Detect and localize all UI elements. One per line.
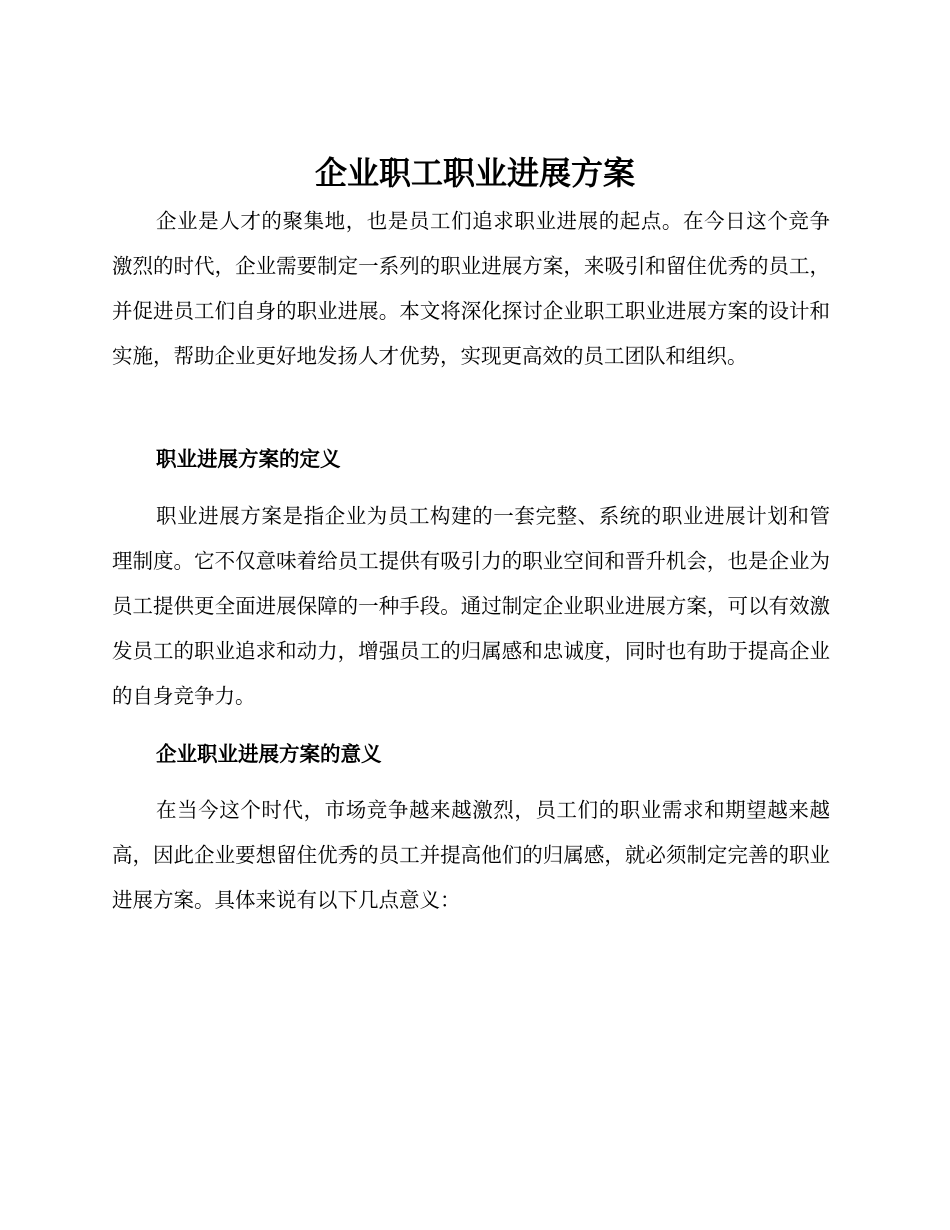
section-heading-definition: 职业进展方案的定义 — [156, 447, 341, 471]
definition-paragraph: 职业进展方案是指企业为员工构建的一套完整、系统的职业进展计划和管理制度。它不仅意味着给员工提供有吸引力的职业空间和晋升机会，也是企业为员工提供更全面进展保障的一种手段。通过制定企业职业进展方案，可以有效激发员工的职业追求和动力，增强员工的归属感和忠诚度，同时也有助于提高企业的自身竞争力。 — [112, 504, 830, 708]
significance-paragraph: 在当今这个时代，市场竞争越来越激烈，员工们的职业需求和期望越来越高，因此企业要想留住优秀的员工并提高他们的归属感，就必须制定完善的职业进展方案。具体来说有以下几点意义： — [112, 798, 830, 912]
document-title: 企业职工职业进展方案 — [314, 154, 635, 192]
section-heading-significance: 企业职业进展方案的意义 — [156, 742, 382, 766]
intro-paragraph: 企业是人才的聚集地，也是员工们追求职业进展的起点。在今日这个竞争激烈的时代，企业需要制定一系列的职业进展方案，来吸引和留住优秀的员工，并促进员工们自身的职业进展。本文将深化探讨企业职工职业进展方案的设计和实施，帮助企业更好地发扬人才优势，实现更高效的员工团队和组织。 — [112, 209, 830, 368]
